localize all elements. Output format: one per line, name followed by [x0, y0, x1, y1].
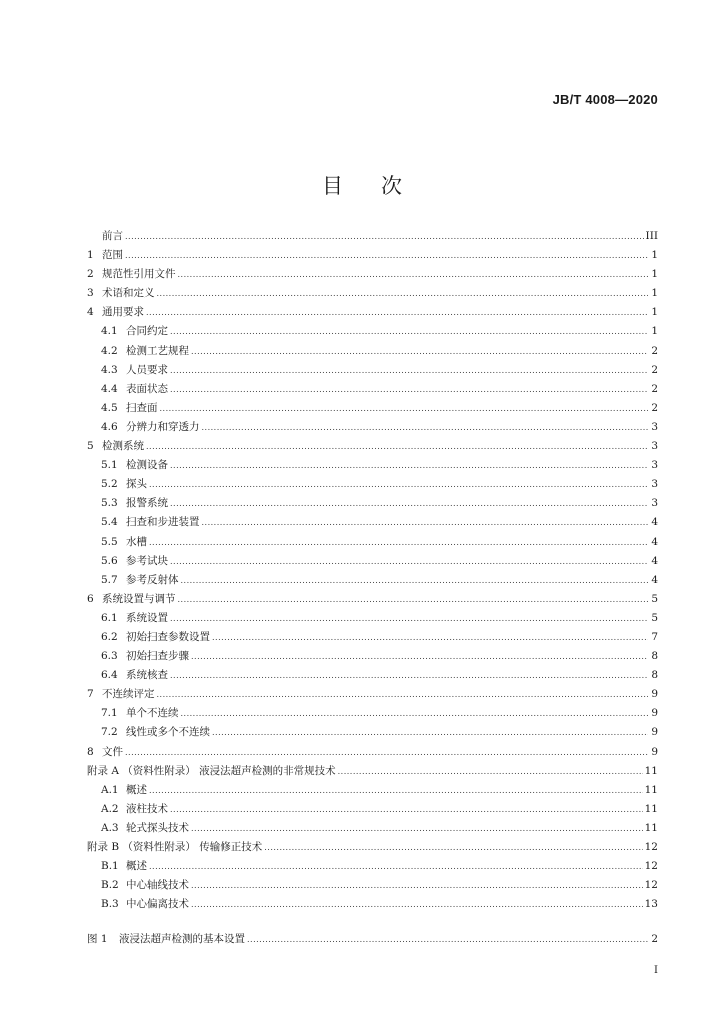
toc-entry-page: 2 [651, 401, 658, 414]
toc-entry-page: 8 [651, 669, 658, 682]
toc-entry-page: 2 [651, 344, 658, 357]
toc-entry-number: 5.3 [101, 497, 118, 510]
toc-entry-title: 检测系统 [102, 440, 144, 453]
dot-leader [146, 442, 648, 451]
toc-entry [87, 400, 658, 419]
toc-entry [87, 839, 658, 858]
toc-entry-page: 2 [651, 363, 658, 376]
toc-entry-number: 4.1 [101, 325, 118, 338]
toc-entry-page: III [645, 230, 658, 242]
toc-entry [87, 820, 658, 839]
toc-entry [87, 323, 658, 342]
toc-entry [87, 648, 658, 667]
dot-leader [170, 557, 648, 566]
dot-leader [149, 786, 643, 795]
toc-entry [87, 476, 658, 495]
toc-entry [87, 343, 658, 362]
toc-entry-page: 3 [651, 440, 658, 453]
toc-entry-page: 12 [644, 841, 658, 853]
toc-entry-title: 参考试块 [126, 554, 168, 567]
dot-leader [170, 366, 648, 375]
dot-leader [149, 862, 643, 871]
toc-entry-title: 检测设备 [126, 459, 168, 472]
toc-entry [87, 514, 658, 533]
toc-entry [87, 438, 658, 457]
dot-leader [264, 843, 642, 852]
toc-entry-number: 4.2 [101, 344, 118, 357]
toc-entry-number: 6.1 [101, 611, 118, 624]
toc-entry [87, 931, 658, 950]
toc-entry-page: 11 [644, 802, 658, 815]
toc-entry-number: 5.5 [101, 535, 118, 548]
toc-entry-number: A.2 [101, 802, 119, 815]
toc-entry-page: 4 [651, 554, 658, 567]
toc-entry-number: 7.1 [101, 707, 118, 720]
dot-leader [202, 518, 649, 527]
toc-entry-page: 9 [651, 688, 658, 701]
toc-entry-number: 4.5 [101, 401, 118, 414]
toc-entry-title: 系统设置 [126, 611, 168, 624]
toc-entry-title: 范围 [102, 249, 123, 262]
toc-entry-page: 11 [644, 764, 658, 777]
table-of-contents [87, 228, 658, 915]
dot-leader [178, 595, 649, 604]
toc-entry [87, 304, 658, 323]
toc-entry-title: 通用要求 [102, 306, 144, 319]
toc-entry-page: 9 [651, 707, 658, 720]
toc-entry-title: 术语和定义 [102, 287, 155, 300]
toc-entry-number: 5.7 [101, 573, 118, 586]
toc-entry-title: 液柱技术 [126, 802, 168, 815]
dot-leader [191, 824, 643, 833]
toc-entry-number: A.3 [101, 821, 119, 834]
toc-entry [87, 381, 658, 400]
toc-entry [87, 763, 658, 782]
toc-entry-title: 探头 [126, 478, 147, 491]
dot-leader [202, 423, 649, 432]
toc-entry-page: 5 [651, 592, 658, 605]
dot-leader [125, 748, 648, 757]
toc-entry-number: 7 [87, 688, 94, 701]
toc-entry-number: 5.2 [101, 478, 118, 491]
toc-entry-title: 系统核查 [126, 669, 168, 682]
dot-leader [170, 499, 648, 508]
dot-leader [191, 347, 648, 356]
toc-entry-title: 轮式探头技术 [126, 821, 189, 834]
toc-entry-title: 规范性引用文件 [102, 268, 176, 281]
toc-entry-title: 扫查和步进装置 [126, 516, 200, 529]
toc-entry [87, 724, 658, 743]
toc-entry-title: 线性或多个不连续 [126, 726, 210, 739]
toc-entry [87, 877, 658, 896]
toc-entry-page: 4 [651, 535, 658, 548]
toc-entry-page: 13 [644, 898, 658, 911]
toc-entry-title: 系统设置与调节 [102, 592, 176, 605]
toc-entry-number: 3 [87, 287, 94, 300]
toc-entry-number: B.1 [101, 860, 119, 873]
dot-leader [181, 576, 649, 585]
toc-entry-number: 6.4 [101, 669, 118, 682]
toc-entry-title: 附录 B （资料性附录） 传输修正技术 [87, 841, 263, 853]
toc-entry-page: 1 [651, 306, 658, 319]
toc-entry-title: 检测工艺规程 [126, 344, 189, 357]
toc-entry [87, 610, 658, 629]
toc-entry [87, 553, 658, 572]
toc-entry [87, 896, 658, 915]
dot-leader [149, 480, 648, 489]
dot-leader [125, 232, 644, 241]
toc-entry-number: 2 [87, 268, 94, 281]
toc-entry-number: 6 [87, 592, 94, 605]
toc-entry-title: 表面状态 [126, 382, 168, 395]
toc-entry-number: 4.3 [101, 363, 118, 376]
toc-entry [87, 744, 658, 763]
dot-leader [178, 270, 649, 279]
figure-list [87, 931, 658, 950]
toc-entry-title: 液浸法超声检测的基本设置 [119, 933, 245, 945]
toc-entry-title: 初始扫查步骤 [126, 650, 189, 663]
toc-entry-number: 5.6 [101, 554, 118, 567]
toc-entry-page: 3 [651, 420, 658, 433]
toc-entry-page: 1 [651, 325, 658, 338]
toc-entry-number: 1 [87, 249, 94, 262]
toc-entry-title: 文件 [102, 745, 123, 758]
toc-entry-title: 初始扫查参数设置 [126, 630, 210, 643]
toc-entry [87, 705, 658, 724]
dot-leader [170, 614, 648, 623]
toc-entry-title: 概述 [126, 860, 147, 873]
dot-leader [125, 251, 648, 260]
page-number: I [654, 965, 658, 976]
toc-entry [87, 457, 658, 476]
toc-entry-title: 概述 [126, 783, 147, 796]
toc-entry-page: 3 [651, 459, 658, 472]
toc-entry [87, 495, 658, 514]
toc-entry-number: 7.2 [101, 726, 118, 739]
toc-entry-page: 2 [651, 382, 658, 395]
toc-entry-title: 不连续评定 [102, 688, 155, 701]
toc-entry-number: 5 [87, 440, 94, 453]
toc-entry-title: 附录 A （资料性附录） 液浸法超声检测的非常规技术 [87, 764, 336, 777]
toc-entry [87, 534, 658, 553]
toc-entry-page: 1 [651, 287, 658, 300]
toc-entry-title: 中心轴线技术 [126, 879, 189, 892]
dot-leader [212, 728, 648, 737]
dot-leader [146, 308, 648, 317]
toc-entry-number: 4.6 [101, 420, 118, 433]
dot-leader [170, 327, 648, 336]
toc-entry-title: 中心偏离技术 [126, 898, 189, 911]
toc-entry-title: 分辨力和穿透力 [126, 420, 200, 433]
dot-leader [338, 767, 643, 776]
toc-entry-page: 9 [651, 745, 658, 758]
dot-leader [191, 900, 643, 909]
toc-entry-page: 4 [651, 516, 658, 529]
dot-leader [170, 805, 643, 814]
toc-entry [87, 858, 658, 877]
dot-leader [191, 881, 643, 890]
toc-entry-page: 3 [651, 497, 658, 510]
toc-entry-number: 6.2 [101, 630, 118, 643]
toc-entry-number: 5.1 [101, 459, 118, 472]
dot-leader [149, 538, 648, 547]
toc-entry-title: 单个不连续 [126, 707, 179, 720]
toc-entry-title: 扫查面 [126, 401, 158, 414]
standard-code: JB/T 4008—2020 [552, 92, 658, 107]
toc-entry-number: 图 1 [87, 933, 108, 945]
toc-entry-title: 前言 [102, 230, 123, 242]
toc-entry-page: 1 [651, 268, 658, 281]
toc-entry-page: 7 [651, 630, 658, 643]
toc-entry [87, 782, 658, 801]
toc-entry-page: 12 [644, 860, 658, 873]
toc-entry [87, 686, 658, 705]
toc-entry [87, 266, 658, 285]
toc-entry [87, 591, 658, 610]
toc-entry-page: 8 [651, 650, 658, 663]
dot-leader [212, 633, 648, 642]
dot-leader [160, 404, 649, 413]
toc-entry-number: 4 [87, 306, 94, 319]
toc-entry-page: 9 [651, 726, 658, 739]
toc-entry-title: 人员要求 [126, 363, 168, 376]
page-title: 目次 [322, 174, 440, 198]
toc-entry-page: 5 [651, 611, 658, 624]
dot-leader [157, 690, 649, 699]
toc-entry-title: 水槽 [126, 535, 147, 548]
toc-entry-number: B.3 [101, 898, 119, 911]
dot-leader [247, 935, 648, 944]
toc-entry [87, 667, 658, 686]
toc-entry-page: 2 [651, 933, 658, 945]
dot-leader [170, 671, 648, 680]
dot-leader [170, 461, 648, 470]
toc-entry [87, 801, 658, 820]
toc-entry-number: 5.4 [101, 516, 118, 529]
toc-entry [87, 419, 658, 438]
toc-entry-page: 12 [644, 879, 658, 892]
toc-entry-page: 1 [651, 249, 658, 262]
toc-entry-title: 合同约定 [126, 325, 168, 338]
toc-entry [87, 228, 658, 247]
toc-entry-page: 11 [644, 821, 658, 834]
dot-leader [191, 652, 648, 661]
toc-entry [87, 362, 658, 381]
toc-entry-number: B.2 [101, 879, 119, 892]
toc-entry [87, 247, 658, 266]
dot-leader [157, 289, 649, 298]
toc-entry [87, 572, 658, 591]
toc-entry [87, 285, 658, 304]
toc-entry-page: 3 [651, 478, 658, 491]
toc-entry-title: 报警系统 [126, 497, 168, 510]
toc-entry [87, 629, 658, 648]
toc-entry-number: 8 [87, 745, 94, 758]
toc-entry-title: 参考反射体 [126, 573, 179, 586]
dot-leader [170, 385, 648, 394]
toc-entry-page: 11 [644, 783, 658, 796]
toc-entry-number: 6.3 [101, 650, 118, 663]
toc-entry-number: A.1 [101, 783, 119, 796]
dot-leader [181, 709, 649, 718]
toc-entry-page: 4 [651, 573, 658, 586]
toc-entry-number: 4.4 [101, 382, 118, 395]
